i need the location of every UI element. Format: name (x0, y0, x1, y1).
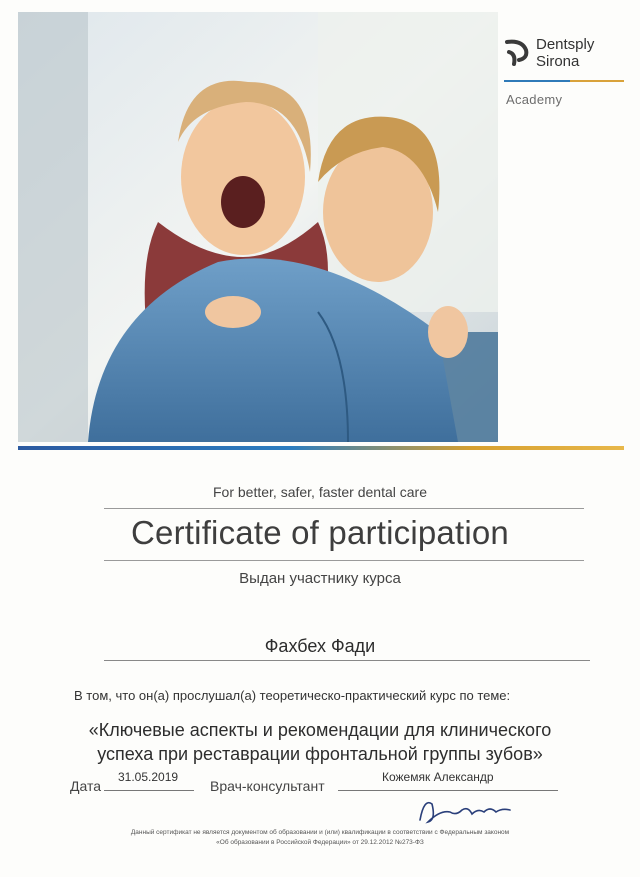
brand-color-band (18, 446, 624, 450)
course-title-line2: успеха при реставрации фронтальной группы зубов» (97, 744, 543, 764)
logo-line1: Dentsply (536, 36, 595, 53)
logo-divider (504, 80, 624, 82)
signature (410, 790, 520, 830)
certificate-subtitle: Выдан участнику курса (239, 570, 401, 587)
doctor-label: Врач-консультант (210, 778, 325, 794)
course-intro: В том, что он(а) прослушал(а) теоретическо-практический курс по теме: (74, 688, 511, 703)
footnote (70, 828, 570, 848)
tagline: For better, safer, faster dental care (213, 484, 427, 500)
logo-academy: Academy (506, 92, 563, 107)
participant-name: Фахбех Фади (264, 636, 376, 656)
dentsply-sirona-logo-icon (504, 38, 530, 68)
logo-wordmark (536, 36, 594, 70)
doctor-name: Кожемяк Александр (382, 770, 494, 784)
footnote-line2: «Об образовании в Российской Федерации» от 29.12.2012 №273-ФЗ (216, 839, 424, 846)
course-title-line1: «Ключевые аспекты и рекомендации для клинического (88, 720, 552, 740)
family-photo (18, 12, 498, 442)
certificate-title: Certificate of participation (131, 514, 509, 551)
course-title (0, 718, 640, 766)
date-label: Дата (70, 778, 102, 794)
footnote-line1: Данный сертификат не является документом об образовании и (или) квалификации в соответствии с Федеральным законом (130, 829, 510, 836)
title-bottom-rule (104, 560, 584, 561)
title-top-rule (104, 508, 584, 509)
logo-line2: Sirona (536, 53, 580, 70)
date-underline (104, 790, 194, 791)
date-value: 31.05.2019 (118, 770, 179, 784)
name-underline (104, 660, 590, 661)
